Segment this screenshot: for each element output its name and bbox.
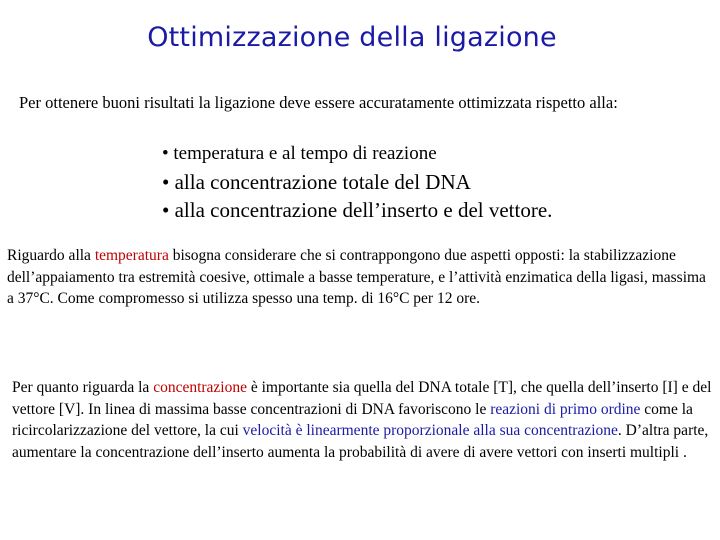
bullet-item-total-dna: • alla concentrazione totale del DNA — [162, 170, 471, 194]
bullet-item-insert-vector: • alla concentrazione dell’inserto e del vettore. — [162, 198, 553, 222]
bullet-item-temperature: • temperatura e al tempo di reazione — [162, 143, 437, 164]
para1-text-1: Riguardo alla — [7, 247, 95, 264]
concentration-paragraph — [12, 377, 712, 463]
intro-text: Per ottenere buoni risultati la ligazione deve essere accuratamente ottimizzata rispetto alla: — [19, 93, 618, 112]
para2-text-2: è importante sia quella del DNA totale [T], che quella dell’inserto [I] e del vettore [V]. In linea di massima basse concentrazioni di DNA favoriscono le — [12, 379, 712, 418]
temperature-highlight: temperatura — [94, 247, 169, 264]
bullet-list — [162, 140, 702, 224]
para1-text-2: bisogna considerare che si contrappongono due aspetti opposti: la stabilizzazione dell’appaiamento tra estremità coesive, ottimale a basse temperature, e l’attività enzimatica della ligasi, massima a 37°C. Come compromesso si utilizza spesso una temp. di 16°C per 12 ore. — [7, 247, 706, 307]
temperature-paragraph — [7, 245, 713, 310]
para2-text-1: Per quanto riguarda la — [12, 379, 154, 396]
first-order-highlight: reazioni di primo ordine — [490, 400, 641, 418]
para2-text-3: come la ricircolarizzazione del vettore, la cui — [12, 400, 693, 439]
slide-title: Ottimizzazione della ligazione — [147, 22, 557, 53]
concentration-highlight: concentrazione — [153, 379, 247, 396]
velocity-highlight: velocità è linearmente proporzionale alla sua concentrazione — [242, 422, 618, 439]
para2-text-4: . D’altra parte, aumentare la concentrazione dell’inserto aumenta la probabilità di avere di avere vettori con inserti multipli . — [12, 422, 709, 461]
